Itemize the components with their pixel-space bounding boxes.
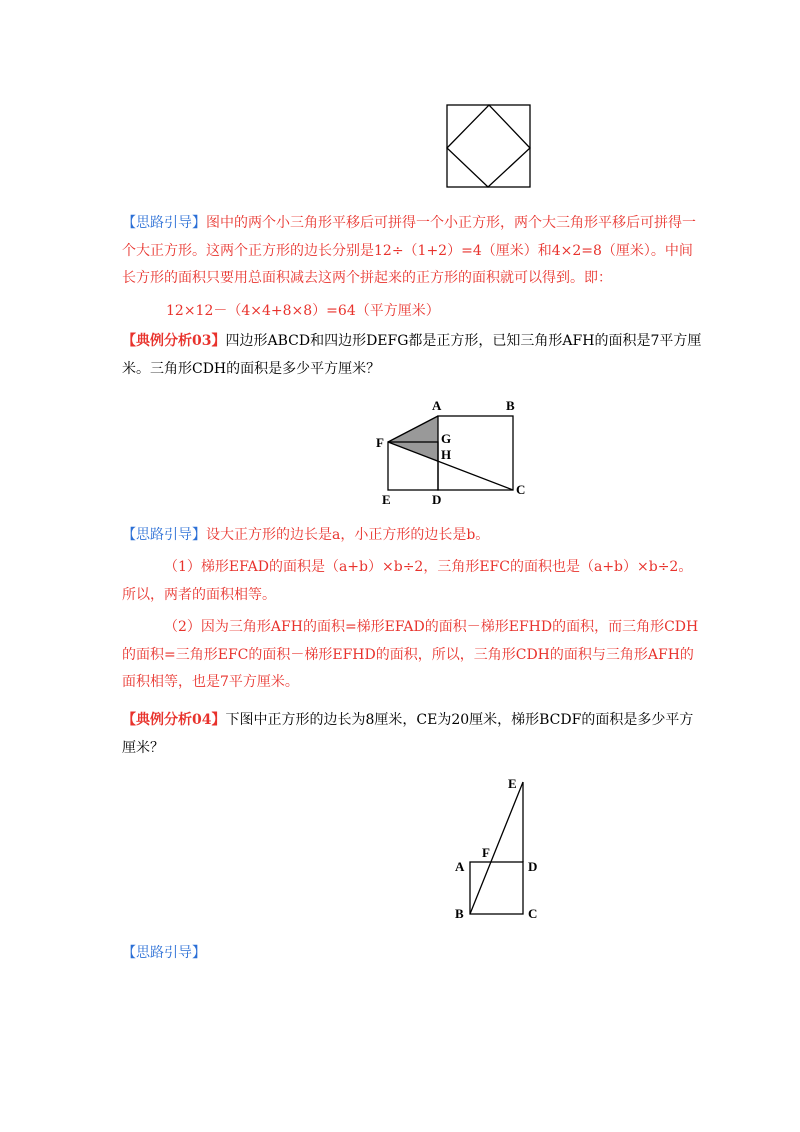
hint-paragraph-3 — [122, 940, 702, 968]
label-b: B — [455, 906, 464, 921]
hint-label: 【思路引导】 — [122, 527, 206, 543]
example04-text: 下图中正方形的边长为8厘米，CE为20厘米，梯形BCDF的面积是多少平方厘米？ — [122, 712, 694, 756]
hint-paragraph-2 — [122, 522, 702, 550]
point-2: （2）因为三角形AFH的面积=梯形EFAD的面积－梯形EFHD的面积，而三角形CDH的面积=三角形EFC的面积－梯形EFHD的面积，所以，三角形CDH的面积与三角形AFH的面积相等，也是7平方厘米。 — [122, 619, 699, 690]
line-be — [470, 782, 523, 914]
example03-text: 四边形ABCD和四边形DEFG都是正方形，已知三角形AFH的面积是7平方厘米。三角形CDH的面积是多少平方厘米？ — [122, 333, 702, 377]
figure-example03 — [368, 396, 538, 508]
label-c: C — [516, 482, 526, 497]
shaded-triangle-afh — [388, 416, 438, 462]
formula: 12×12－（4×4+8×8）=64（平方厘米） — [166, 303, 440, 319]
label-e: E — [382, 492, 391, 507]
figure-example04 — [450, 772, 550, 922]
point-1: （1）梯形EFAD的面积是（a+b）×b÷2，三角形EFC的面积也是（a+b）×b÷2。所以，两者的面积相等。 — [122, 559, 693, 603]
label-f: F — [376, 435, 384, 450]
example03-question — [122, 328, 702, 383]
label-h: H — [441, 447, 452, 462]
hint-text: 设大正方形的边长是a，小正方形的边长是b。 — [206, 527, 490, 543]
label-a: A — [432, 398, 442, 413]
outer-square — [447, 105, 530, 187]
label-b: B — [506, 398, 515, 413]
label-d: D — [528, 859, 538, 874]
figure-square-rectangle — [440, 100, 540, 192]
label-f: F — [482, 845, 490, 860]
label-d: D — [432, 492, 442, 507]
formula-line — [166, 298, 746, 326]
example04-question — [122, 707, 702, 762]
example04-label: 【典例分析04】 — [122, 712, 226, 728]
label-a: A — [455, 859, 465, 874]
example03-label: 【典例分析03】 — [122, 333, 226, 349]
inner-rectangle — [447, 105, 530, 187]
hint-label: 【思路引导】 — [122, 945, 206, 961]
square-abcd — [470, 862, 523, 914]
label-e: E — [508, 776, 517, 791]
label-g: G — [441, 431, 452, 446]
hint-label: 【思路引导】 — [122, 215, 206, 231]
hint-text: 图中的两个小三角形平移后可拼得一个小正方形，两个大三角形平移后可拼得一个大正方形。这两个正方形的边长分别是12÷（1+2）=4（厘米）和4×2=8（厘米）。中间长方形的面积只要用总面积减去这两个拼起来的正方形的面积就可以得到。即： — [122, 215, 696, 286]
label-c: C — [528, 906, 538, 921]
hint-paragraph-1 — [122, 210, 702, 293]
